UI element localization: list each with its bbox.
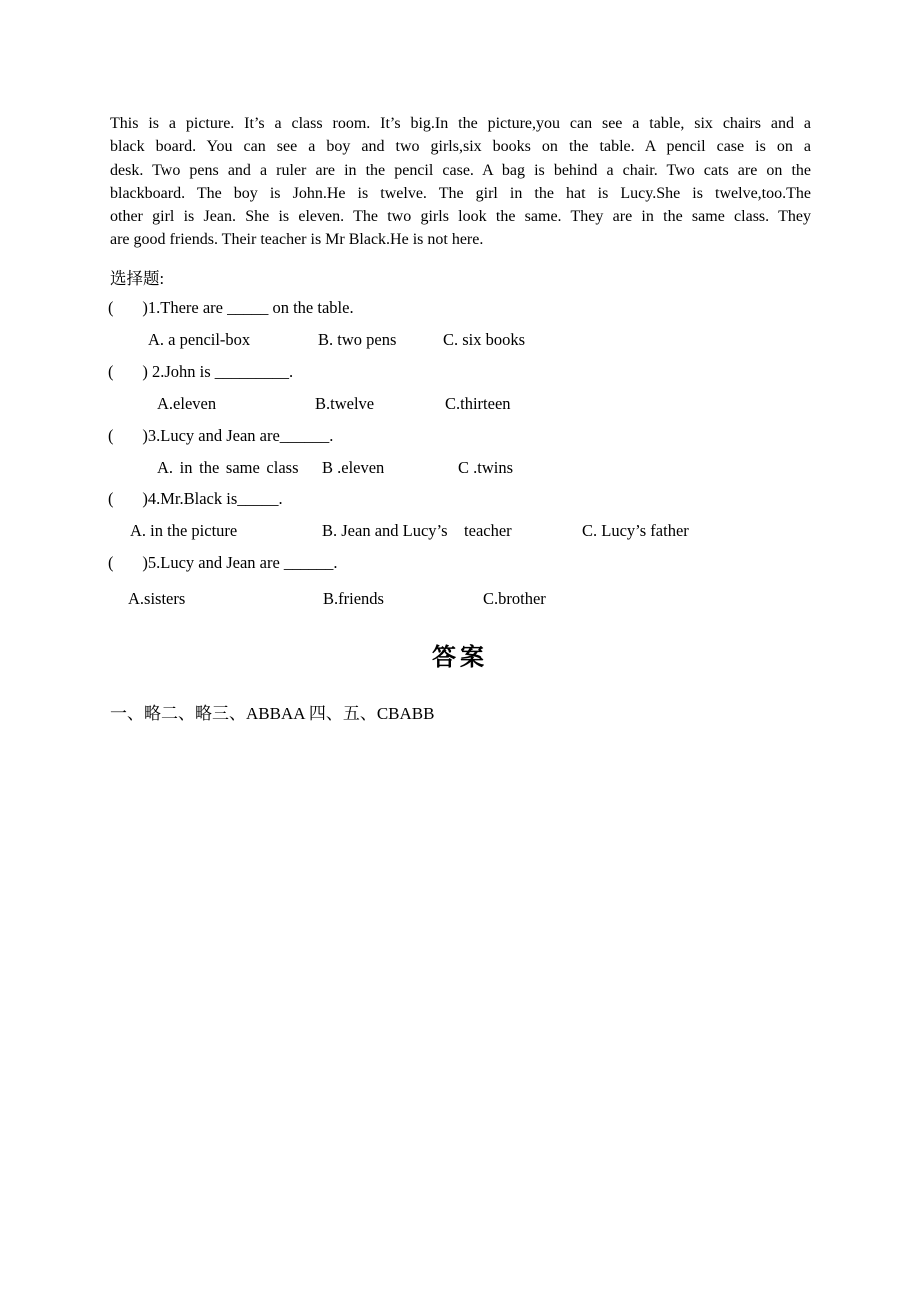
question-1-option-a: A. a pencil-box — [148, 330, 251, 349]
question-2-stem: ( ) 2.John is _________. — [108, 362, 294, 381]
question-4-option-c: C. Lucy’s father — [582, 521, 689, 540]
question-1-option-c: C. six books — [443, 330, 526, 349]
passage-line: desk. Two pens and a ruler are in the pencil case. A bag is behind a chair. Two cats are on the — [110, 161, 811, 179]
question-4-option-a: A. in the picture — [130, 521, 238, 540]
question-5-option-a: A.sisters — [128, 589, 186, 608]
question-1-stem: ( )1.There are _____ on the table. — [108, 298, 354, 317]
question-5-option-b: B.friends — [323, 589, 384, 608]
question-3-options — [110, 458, 850, 482]
question-3-option-c: C .twins — [458, 458, 514, 477]
question-4-option-b: B. Jean and Lucy’s teacher — [322, 521, 512, 540]
question-1-options — [110, 330, 850, 354]
question-5-stem: ( )5.Lucy and Jean are ______. — [108, 553, 338, 572]
question-1-option-b: B. two pens — [318, 330, 397, 349]
question-5-options — [110, 589, 850, 613]
question-3-stem: ( )3.Lucy and Jean are______. — [108, 426, 334, 445]
question-5-option-c: C.brother — [483, 589, 546, 608]
section-label-multiple-choice: 选择题: — [110, 269, 165, 288]
question-4-options — [110, 521, 850, 545]
question-4-stem: ( )4.Mr.Black is_____. — [108, 489, 283, 508]
question-2-option-a: A.eleven — [157, 394, 217, 413]
answer-key-line: 一、略二、略三、ABBAA 四、五、CBABB — [110, 704, 435, 723]
passage-line: other girl is Jean. She is eleven. The two girls look the same. They are in the same class. They — [110, 208, 811, 226]
question-2-options — [110, 394, 850, 418]
question-2-option-c: C.thirteen — [445, 394, 511, 413]
passage-line: black board. You can see a boy and two girls,six books on the table. A pencil case is on a — [110, 138, 811, 156]
question-2-option-b: B.twelve — [315, 394, 375, 413]
passage-line: blackboard. The boy is John.He is twelve. The girl in the hat is Lucy.She is twelve,too.The — [110, 184, 811, 202]
question-3-option-b: B .eleven — [322, 458, 385, 477]
passage-line: This is a picture. It’s a class room. It’s big.In the picture,you can see a table, six chairs and a — [110, 115, 811, 132]
answer-key-title: 答案 — [432, 645, 488, 671]
passage-line: are good friends. Their teacher is Mr Black.He is not here. — [110, 231, 484, 249]
question-3-option-a: A. in the same class — [157, 458, 299, 477]
reading-passage — [110, 112, 811, 252]
